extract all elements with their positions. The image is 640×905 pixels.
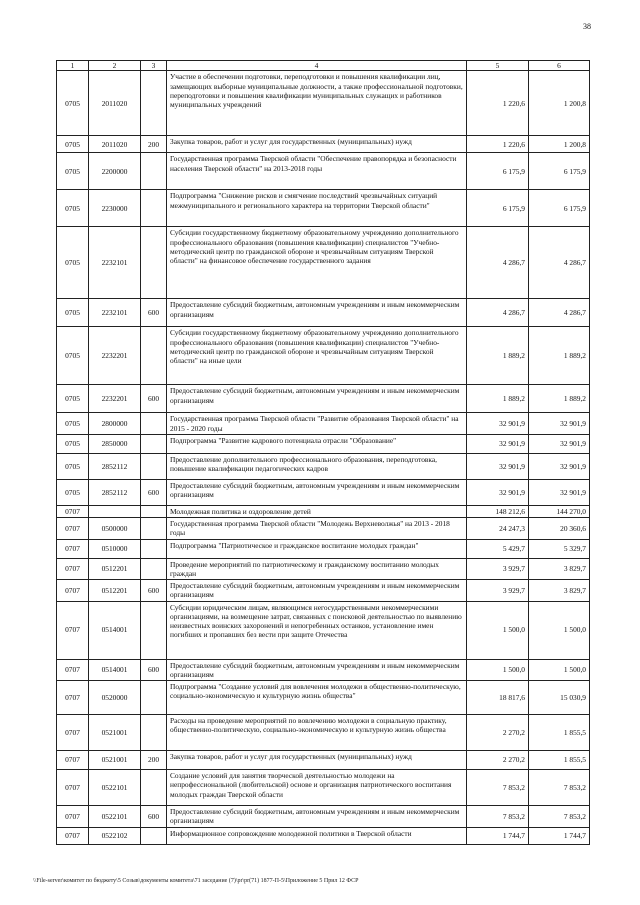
amount-actual: 1 744,7 [529,827,590,844]
amount-actual: 32 901,9 [529,453,590,479]
section-code: 0707 [57,681,89,715]
expense-type-code: 600 [141,299,167,327]
description: Государственная программа Тверской области "Молодежь Верхневолжья" на 2013 - 2018 годы [167,518,467,540]
section-code: 0707 [57,601,89,659]
amount-actual: 1 200,8 [529,136,590,153]
table-row [57,558,590,580]
table-row [57,71,590,136]
expense-type-code: 600 [141,385,167,413]
table-row [57,505,590,517]
table-row [57,539,590,558]
expense-type-code [141,827,167,844]
target-article-code [89,505,141,517]
description: Проведение мероприятий по патриотическому и гражданскому воспитанию молодых граждан [167,558,467,580]
amount-plan: 2 270,2 [467,715,529,751]
amount-plan: 2 270,2 [467,751,529,770]
amount-actual: 1 889,2 [529,385,590,413]
expense-type-code [141,715,167,751]
table-row [57,751,590,770]
amount-actual: 7 853,2 [529,806,590,828]
section-code: 0705 [57,227,89,299]
amount-actual: 32 901,9 [529,413,590,435]
description: Создание условий для занятия творческой деятельностью молодежи на непрофессиональной (любительской) основе и организация патриотического воспитания молодых граждан Тверской области [167,770,467,806]
target-article-code: 2230000 [89,190,141,227]
amount-plan: 1 889,2 [467,327,529,385]
expense-type-code [141,327,167,385]
section-code: 0707 [57,770,89,806]
target-article-code: 2232101 [89,227,141,299]
target-article-code: 0522101 [89,770,141,806]
expense-type-code: 200 [141,751,167,770]
table-row [57,681,590,715]
amount-plan: 6 175,9 [467,153,529,190]
description: Предоставление субсидий бюджетным, автономным учреждениям и иным некоммерческим организациям [167,580,467,602]
table-row [57,659,590,681]
expense-type-code: 600 [141,479,167,505]
table-row [57,434,590,453]
section-code: 0707 [57,806,89,828]
expense-type-code: 600 [141,659,167,681]
amount-plan: 148 212,6 [467,505,529,517]
target-article-code: 0514001 [89,659,141,681]
table-row [57,770,590,806]
expense-type-code [141,681,167,715]
amount-plan: 1 500,0 [467,601,529,659]
table-row [57,518,590,540]
target-article-code: 2852112 [89,453,141,479]
header-col-2: 2 [89,61,141,71]
expense-type-code [141,558,167,580]
table-row [57,190,590,227]
header-col-3: 3 [141,61,167,71]
target-article-code: 2852112 [89,479,141,505]
expense-type-code [141,453,167,479]
description: Молодежная политика и оздоровление детей [167,505,467,517]
amount-actual: 7 853,2 [529,770,590,806]
expense-type-code: 600 [141,806,167,828]
amount-actual: 1 200,8 [529,71,590,136]
target-article-code: 0522101 [89,806,141,828]
amount-plan: 32 901,9 [467,434,529,453]
target-article-code: 2232101 [89,299,141,327]
table-row [57,601,590,659]
amount-actual: 20 360,6 [529,518,590,540]
amount-actual: 1 889,2 [529,327,590,385]
description: Предоставление субсидий бюджетным, автономным учреждениям и иным некоммерческим организациям [167,299,467,327]
description: Закупка товаров, работ и услуг для государственных (муниципальных) нужд [167,751,467,770]
amount-actual: 32 901,9 [529,434,590,453]
description: Предоставление субсидий бюджетным, автономным учреждениям и иным некоммерческим организациям [167,479,467,505]
amount-plan: 32 901,9 [467,479,529,505]
section-code: 0705 [57,327,89,385]
section-code: 0707 [57,659,89,681]
expense-type-code [141,434,167,453]
section-code: 0705 [57,299,89,327]
section-code: 0707 [57,827,89,844]
amount-actual: 3 829,7 [529,580,590,602]
table-row [57,413,590,435]
description: Подпрограмма "Создание условий для вовлечения молодежи в общественно-политическую, социально-экономическую и культурную жизнь общества" [167,681,467,715]
expense-type-code [141,505,167,517]
amount-actual: 1 500,0 [529,659,590,681]
header-col-1: 1 [57,61,89,71]
expense-type-code: 200 [141,136,167,153]
target-article-code: 2232201 [89,327,141,385]
amount-plan: 5 429,7 [467,539,529,558]
header-col-6: 6 [529,61,590,71]
table-row [57,453,590,479]
amount-actual: 15 030,9 [529,681,590,715]
description: Подпрограмма "Развитие кадрового потенциала отрасли "Образование" [167,434,467,453]
table-row [57,806,590,828]
amount-actual: 32 901,9 [529,479,590,505]
target-article-code: 2800000 [89,413,141,435]
section-code: 0707 [57,518,89,540]
amount-plan: 1 220,6 [467,136,529,153]
section-code: 0705 [57,434,89,453]
description: Субсидии государственному бюджетному образовательному учреждению дополнительного профессионального образования (повышения квалификации) специалистов "Учебно-методический центр по гражданской обороне и чрезвычайным ситуациям Тверской области" на финансовое обеспечение государственного задания [167,227,467,299]
amount-actual: 1 500,0 [529,601,590,659]
amount-actual: 5 329,7 [529,539,590,558]
amount-plan: 4 286,7 [467,227,529,299]
expense-type-code [141,518,167,540]
table-header-row [57,61,590,71]
table-row [57,153,590,190]
section-code: 0707 [57,539,89,558]
description: Информационное сопровождение молодежной политики в Тверской области [167,827,467,844]
section-code: 0705 [57,453,89,479]
amount-plan: 4 286,7 [467,299,529,327]
file-path-footer: \\File-server\комитет по бюджету\5 Созыв\документы комитета\71 заседание (7)\pr\pr(71) 1877-П-5\Приложение 5 Прил 12 ФСР [33,878,359,884]
target-article-code: 0522102 [89,827,141,844]
table-row [57,136,590,153]
description: Предоставление субсидий бюджетным, автономным учреждениям и иным некоммерческим организациям [167,385,467,413]
budget-table [56,60,590,845]
description: Участие в обеспечении подготовки, переподготовки и повышения квалификации лиц, замещающих выборные муниципальные должности, а также профессиональной подготовки, переподготовки и повышения квалификации муниципальных служащих и работников муниципальных учреждений [167,71,467,136]
amount-plan: 24 247,3 [467,518,529,540]
description: Субсидии государственному бюджетному образовательному учреждению дополнительного профессионального образования (повышения квалификации) специалистов "Учебно-методический центр по гражданской обороне и чрезвычайным ситуациям Тверской области" на иные цели [167,327,467,385]
amount-plan: 1 889,2 [467,385,529,413]
section-code: 0707 [57,751,89,770]
amount-plan: 1 744,7 [467,827,529,844]
section-code: 0705 [57,385,89,413]
amount-plan: 7 853,2 [467,806,529,828]
amount-actual: 4 286,7 [529,299,590,327]
expense-type-code: 600 [141,580,167,602]
target-article-code: 0514001 [89,601,141,659]
amount-actual: 144 270,0 [529,505,590,517]
table-row [57,299,590,327]
target-article-code: 2011020 [89,71,141,136]
page-number: 38 [583,22,591,31]
description: Государственная программа Тверской области "Обеспечение правопорядка и безопасности населения Тверской области" на 2013-2018 годы [167,153,467,190]
table-row [57,327,590,385]
target-article-code: 2232201 [89,385,141,413]
table-row [57,580,590,602]
amount-plan: 6 175,9 [467,190,529,227]
description: Расходы на проведение мероприятий по вовлечению молодежи в социальную практику, общественно-политическую, социально-экономическую и культурную жизнь общества [167,715,467,751]
description: Закупка товаров, работ и услуг для государственных (муниципальных) нужд [167,136,467,153]
table-row [57,385,590,413]
header-col-5: 5 [467,61,529,71]
amount-plan: 3 929,7 [467,558,529,580]
target-article-code: 0521001 [89,715,141,751]
description: Подпрограмма "Патриотическое и гражданское воспитание молодых граждан" [167,539,467,558]
amount-actual: 3 829,7 [529,558,590,580]
amount-actual: 4 286,7 [529,227,590,299]
amount-plan: 32 901,9 [467,413,529,435]
section-code: 0705 [57,479,89,505]
target-article-code: 0510000 [89,539,141,558]
expense-type-code [141,770,167,806]
section-code: 0707 [57,505,89,517]
section-code: 0705 [57,190,89,227]
section-code: 0705 [57,136,89,153]
section-code: 0707 [57,580,89,602]
table-row [57,479,590,505]
expense-type-code [141,539,167,558]
section-code: 0707 [57,715,89,751]
expense-type-code [141,601,167,659]
section-code: 0705 [57,71,89,136]
amount-plan: 32 901,9 [467,453,529,479]
expense-type-code [141,190,167,227]
target-article-code: 0512201 [89,558,141,580]
target-article-code: 2011020 [89,136,141,153]
section-code: 0705 [57,413,89,435]
target-article-code: 0521001 [89,751,141,770]
amount-actual: 6 175,9 [529,153,590,190]
amount-actual: 1 855,5 [529,715,590,751]
amount-plan: 3 929,7 [467,580,529,602]
section-code: 0707 [57,558,89,580]
amount-plan: 7 853,2 [467,770,529,806]
amount-actual: 6 175,9 [529,190,590,227]
description: Предоставление субсидий бюджетным, автономным учреждениям и иным некоммерческим организациям [167,806,467,828]
target-article-code: 0500000 [89,518,141,540]
description: Предоставление дополнительного профессионального образования, переподготовка, повышение квалификации педагогических кадров [167,453,467,479]
amount-plan: 1 220,6 [467,71,529,136]
description: Предоставление субсидий бюджетным, автономным учреждениям и иным некоммерческим организациям [167,659,467,681]
description: Субсидии юридическим лицам, являющимся негосударственными некоммерческими организациями, на возмещение затрат, связанных с поисковой деятельностью по выявлению неизвестных воинских захоронений и непогребенных останков, установление имен погибших и пропавших без вести при защите Отечества [167,601,467,659]
target-article-code: 0520000 [89,681,141,715]
section-code: 0705 [57,153,89,190]
table-row [57,227,590,299]
amount-plan: 1 500,0 [467,659,529,681]
target-article-code: 2200000 [89,153,141,190]
amount-actual: 1 855,5 [529,751,590,770]
table-row [57,715,590,751]
expense-type-code [141,227,167,299]
table-row [57,827,590,844]
description: Государственная программа Тверской области "Развитие образования Тверской области" на 2015 - 2020 годы [167,413,467,435]
amount-plan: 18 817,6 [467,681,529,715]
target-article-code: 0512201 [89,580,141,602]
header-col-4: 4 [167,61,467,71]
expense-type-code [141,153,167,190]
expense-type-code [141,413,167,435]
target-article-code: 2850000 [89,434,141,453]
expense-type-code [141,71,167,136]
description: Подпрограмма "Снижение рисков и смягчение последствий чрезвычайных ситуаций межмуниципального и регионального характера на территории Тверской области" [167,190,467,227]
